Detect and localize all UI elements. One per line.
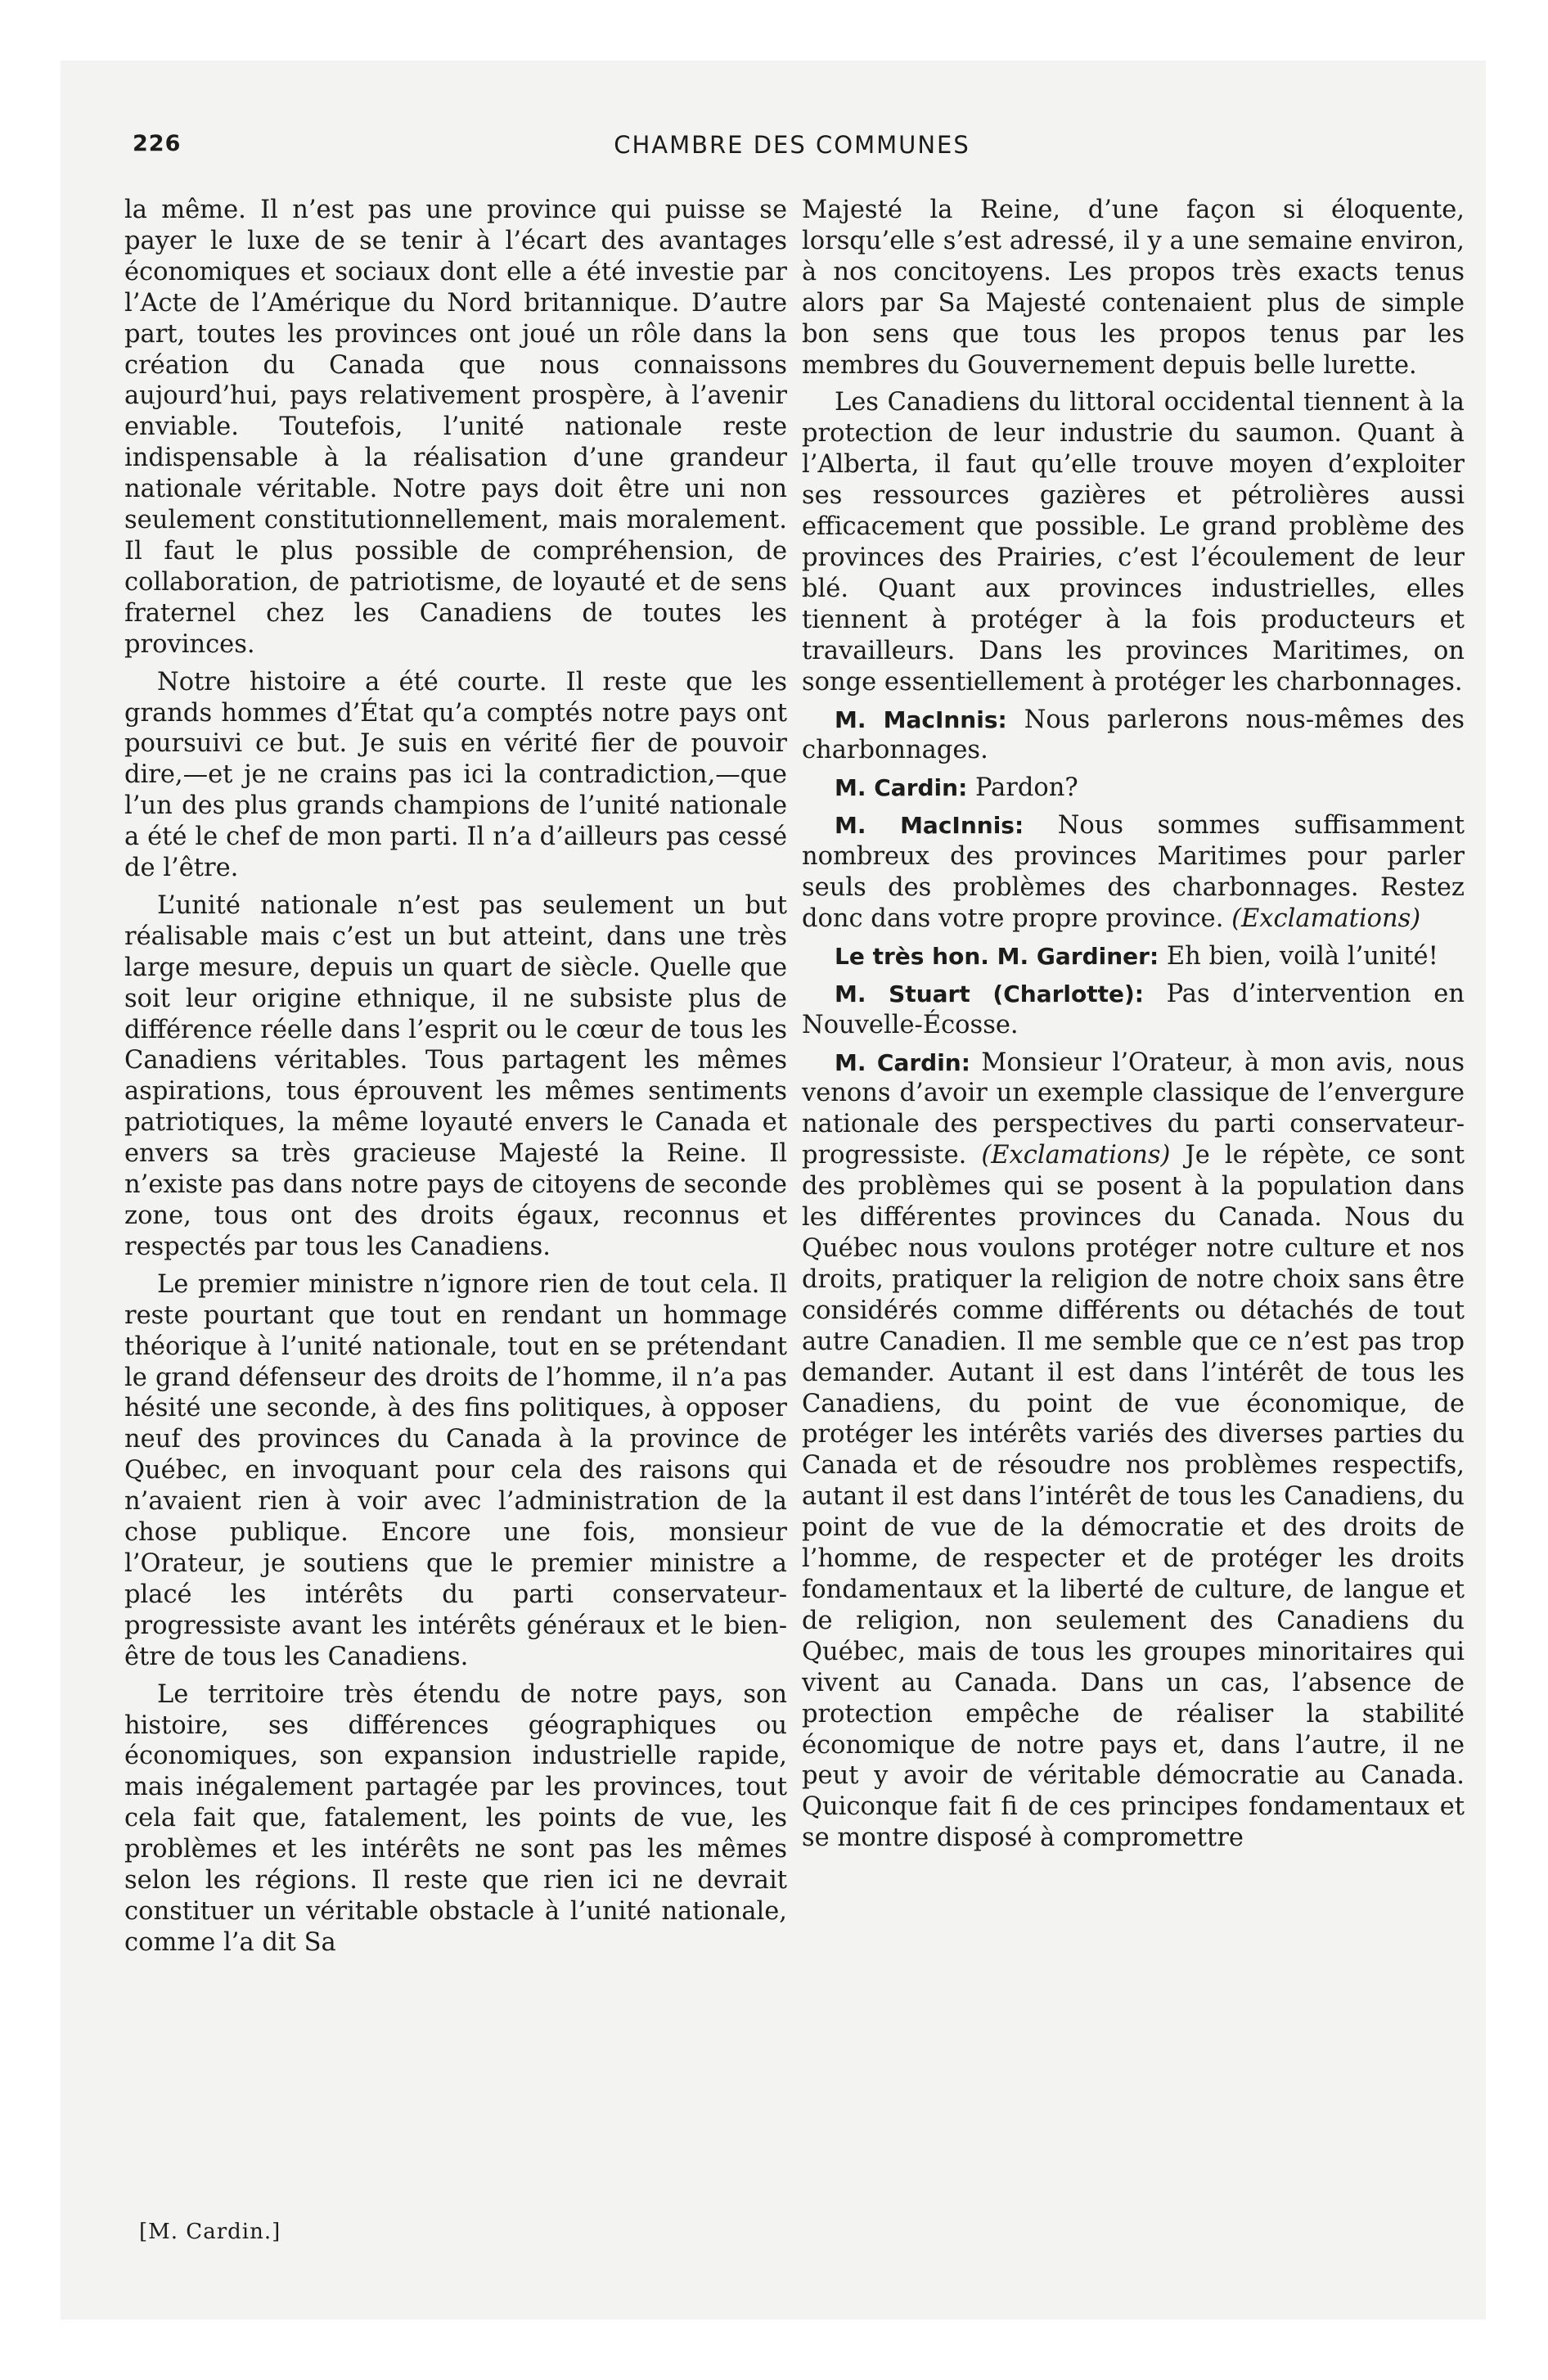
left-column: [124, 195, 787, 1965]
paragraph: L’unité nationale n’est pas seulement un but réalisable mais c’est un but atteint, dans une très large mesure, depuis un quart de siècle. Quelle que soit leur origine ethnique, il ne subsiste plus de différence réelle dans l’esprit ou le cœur de tous les Canadiens véritables. Tous partagent les mêmes aspirations, tous éprouvent les mêmes sentiments patriotiques, la même loyauté envers le Canada et envers sa très gracieuse Majesté la Reine. Il n’existe pas dans notre pays de citoyens de seconde zone, tous ont des droits égaux, reconnus et respectés par tous les Canadiens.: [124, 890, 787, 1261]
speech-cardin-2: [802, 1048, 1465, 1855]
speech-macinnis-1: [802, 705, 1465, 767]
speaker-name: Le très hon. M. Gardiner:: [835, 942, 1159, 970]
speech-cardin-1: [802, 773, 1465, 804]
speech-text: Monsieur l’Orateur, à mon avis, nous venons d’avoir un exemple classique de l’envergure nationale des perspectives du parti conservateur-progressiste.: [802, 1048, 1465, 1170]
running-head: CHAMBRE DES COMMUNES: [614, 131, 970, 159]
paragraph: la même. Il n’est pas une province qui puisse se payer le luxe de se tenir à l’écart des avantages économiques et sociaux dont elle a été investie par l’Acte de l’Amérique du Nord britannique. D’autre part, toutes les provinces ont joué un rôle dans la création du Canada que nous connaissons aujourd’hui, pays relativement prospère, à l’avenir enviable. Toutefois, l’unité nationale reste indispensable à la réalisation d’une grandeur nationale véritable. Notre pays doit être uni non seulement constitutionnellement, mais moralement. Il faut le plus possible de compréhension, de collaboration, de patriotisme, de loyauté et de sens fraternel chez les Canadiens de toutes les provinces.: [124, 196, 787, 659]
paragraph: Les Canadiens du littoral occidental tiennent à la protection de leur industrie du saumon. Quant à l’Alberta, il faut qu’elle trouve moyen d’exploiter ses ressources gazières et pétrolières aussi efficacement que possible. Le grand problème des provinces des Prairies, c’est l’écoulement de leur blé. Quant aux provinces industrielles, elles tiennent à protéger à la fois producteurs et travailleurs. Dans les provinces Maritimes, on songe essentiellement à protéger les charbonnages.: [802, 388, 1465, 696]
speech-text: Nous parlerons nous-mêmes des charbonnages.: [802, 705, 1465, 765]
speech-text: Nous sommes suffisamment nombreux des provinces Maritimes pour parler seuls des problèmes des charbonnages. Restez donc dans votre propre province.: [802, 811, 1465, 933]
speech-macinnis-2: [802, 810, 1465, 935]
paragraph: Le premier ministre n’ignore rien de tout cela. Il reste pourtant que tout en rendant un hommage théorique à l’unité nationale, tout en se prétendant le grand défenseur des droits de l’homme, il n’a pas hésité une seconde, à des fins politiques, à opposer neuf des provinces du Canada à la province de Québec, en invoquant pour cela des raisons qui n’avaient rien à voir avec l’administration de la chose publique. Encore une fois, monsieur l’Orateur, je soutiens que le premier ministre a placé les intérêts du parti conservateur-progressiste avant les intérêts généraux et le bien-être de tous les Canadiens.: [124, 1269, 787, 1671]
page-number: 226: [133, 131, 182, 156]
speaker-name: M. Cardin:: [835, 1048, 970, 1076]
stage-direction: (Exclamations): [981, 1141, 1171, 1170]
speech-stuart: [802, 979, 1465, 1041]
speaker-name: M. MacInnis:: [835, 812, 1024, 840]
speech-gardiner: [802, 941, 1465, 972]
speech-text: Eh bien, voilà l’unité!: [1159, 941, 1438, 971]
page-header: [72, 131, 1463, 172]
speaker-name: M. Cardin:: [835, 774, 968, 802]
stage-direction: (Exclamations): [1231, 904, 1421, 933]
speech-text: Pardon?: [967, 773, 1078, 803]
speech-text: Pas d’intervention en Nouvelle-Écosse.: [802, 979, 1465, 1039]
paragraph: Majesté la Reine, d’une façon si éloquente, lorsqu’elle s’est adressé, il y a une semaine environ, à nos concitoyens. Les propos très exacts tenus alors par Sa Majesté contenaient plus de simple bon sens que tous les propos tenus par les membres du Gouvernement depuis belle lurette.: [802, 196, 1465, 380]
speaker-name: M. MacInnis:: [835, 705, 1007, 733]
speech-text: Je le répète, ce sont des problèmes qui se posent à la population dans les différentes provinces du Canada. Nous du Québec nous voulons protéger notre culture et nos droits, pratiquer la religion de notre choix sans être considérés comme différents ou détachés de tout autre Canadien. Il me semble que ce n’est pas trop demander. Autant il est dans l’intérêt de tous les Canadiens, du point de vue économique, de protéger les intérêts variés des diverses parties du Canada et de résoudre nos problèmes respectifs, autant il est dans l’intérêt de tous les Canadiens, du point de vue de la démocratie et des droits de l’homme, de respecter et de protéger les droits fondamentaux et la liberté de culture, de langue et de religion, non seulement des Canadiens du Québec, mais de tous les groupes minoritaires qui vivent au Canada. Dans un cas, l’absence de protection empêche de réaliser la stabilité économique de notre pays et, dans l’autre, il ne peut y avoir de véritable démocratie au Canada. Quiconque fait fi de ces principes fondamentaux et se montre disposé à compromettre: [802, 1141, 1465, 1853]
right-column: [802, 195, 1465, 1860]
paragraph: Notre histoire a été courte. Il reste que les grands hommes d’État qu’a comptés notre pays ont poursuivi ce but. Je suis en vérité fier de pouvoir dire,—et je ne crains pas ici la contradiction,—que l’un des plus grands champions de l’unité nationale a été le chef de mon parti. Il n’a d’ailleurs pas cessé de l’être.: [124, 667, 787, 883]
paragraph: Le territoire très étendu de notre pays, son histoire, ses différences géographiques ou économiques, son expansion industrielle rapide, mais inégalement partagée par les provinces, tout cela fait que, fatalement, les points de vue, les problèmes et les intérêts ne sont pas les mêmes selon les régions. Il reste que rien ici ne devrait constituer un véritable obstacle à l’unité nationale, comme l’a dit Sa: [124, 1679, 787, 1957]
speaker-attribution: [M. Cardin.]: [139, 2220, 281, 2244]
speaker-name: M. Stuart (Charlotte):: [835, 980, 1144, 1007]
